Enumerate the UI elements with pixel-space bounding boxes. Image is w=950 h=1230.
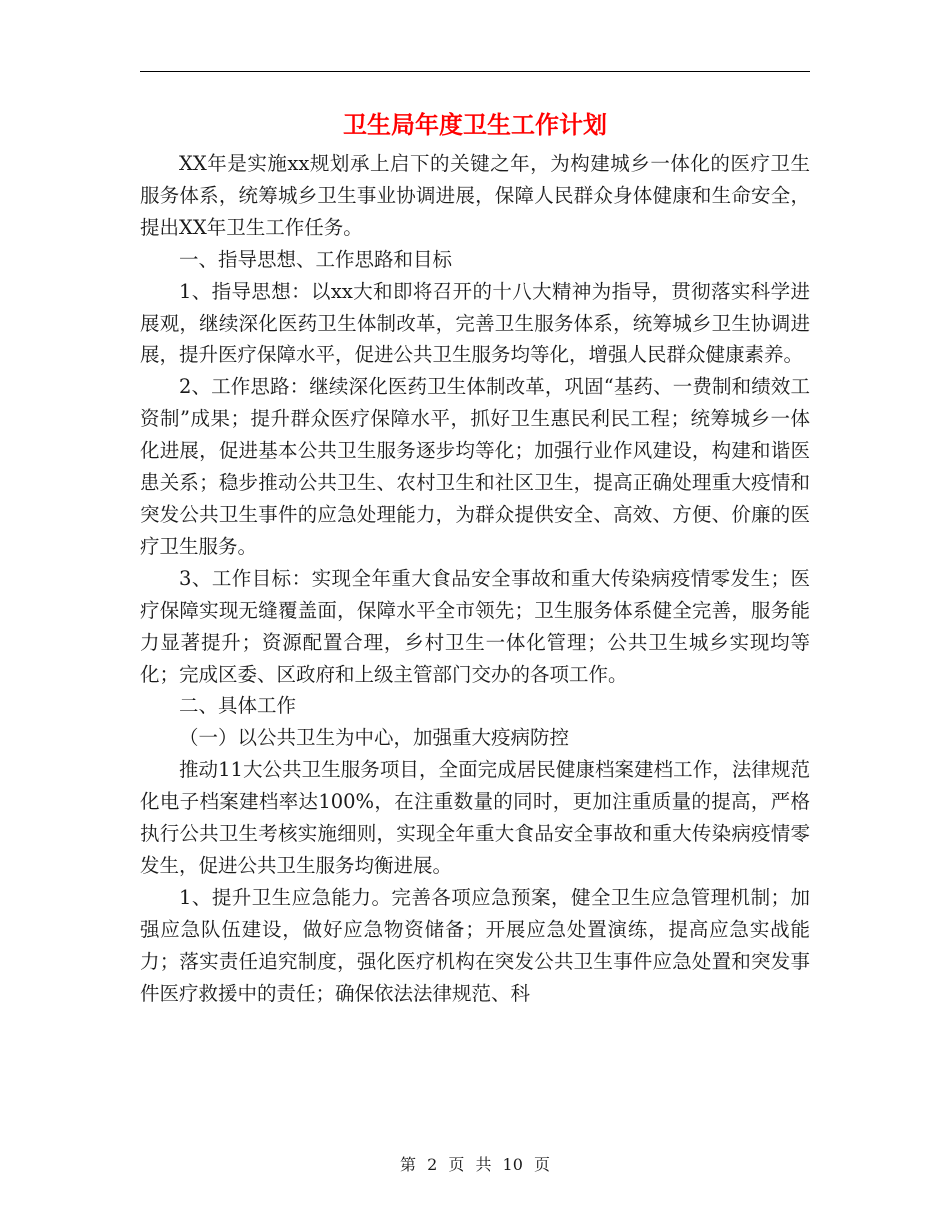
section-heading-guidance: 一、指导思想、工作思路和目标: [179, 247, 453, 271]
paragraph-emergency-capacity: 1、提升卫生应急能力。完善各项应急预案，健全卫生应急管理机制；加强应急队伍建设，做好应急物资储备；开展应急处置演练，提高应急实战能力；落实责任追究制度，强化医疗机构在突发公共卫生事件应急处置和突发事件医疗救援中的责任；确保依法法律规范、科: [140, 885, 810, 1005]
paragraph-intro: XX年是实施xx规划承上启下的关键之年，为构建城乡一体化的医疗卫生服务体系，统筹城乡卫生事业协调进展，保障人民群众身体健康和生命安全，提出XX年卫生工作任务。: [140, 152, 810, 239]
document-body: [140, 148, 810, 1009]
section-heading-specific-work: 二、具体工作: [179, 694, 297, 718]
header-rule: [140, 71, 810, 72]
paragraph-public-health-projects: 推动11大公共卫生服务项目，全面完成居民健康档案建档工作，法律规范化电子档案建档率达100%，在注重数量的同时，更加注重质量的提高，严格执行公共卫生考核实施细则，实现全年重大食品安全事故和重大传染病疫情零发生，促进公共卫生服务均衡进展。: [140, 758, 810, 877]
page-footer: 第 2 页 共 10 页: [400, 1155, 550, 1174]
document-title: 卫生局年度卫生工作计划: [343, 111, 607, 139]
paragraph-guiding-thought: 1、指导思想：以xx大和即将召开的十八大精神为指导，贯彻落实科学进展观，继续深化医药卫生体制改革，完善卫生服务体系，统筹城乡卫生协调进展，提升医疗保障水平，促进公共卫生服务均等化，增强人民群众健康素养。: [140, 279, 810, 367]
subsection-heading-public-health: （一）以公共卫生为中心，加强重大疫病防控: [179, 726, 570, 750]
paragraph-work-approach: 2、工作思路：继续深化医药卫生体制改革，巩固“基药、一费制和绩效工资制”成果；提升群众医疗保障水平，抓好卫生惠民利民工程；统筹城乡一体化进展，促进基本公共卫生服务逐步均等化；加强行业作风建设，构建和谐医患关系；稳步推动公共卫生、农村卫生和社区卫生，提高正确处理重大疫情和突发公共卫生事件的应急处理能力，为群众提供安全、高效、方便、价廉的医疗卫生服务。: [140, 375, 810, 558]
paragraph-work-goals: 3、工作目标：实现全年重大食品安全事故和重大传染病疫情零发生；医疗保障实现无缝覆盖面，保障水平全市领先；卫生服务体系健全完善，服务能力显著提升；资源配置合理，乡村卫生一体化管理；公共卫生城乡实现均等化；完成区委、区政府和上级主管部门交办的各项工作。: [140, 566, 810, 686]
